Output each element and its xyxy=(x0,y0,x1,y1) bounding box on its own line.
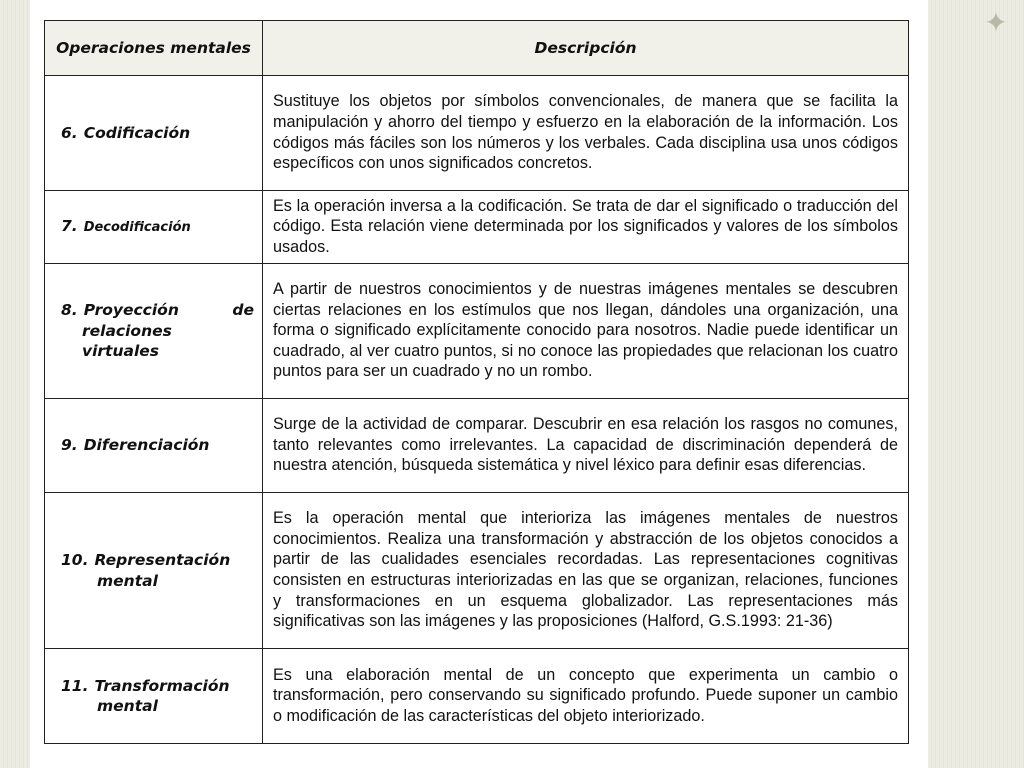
operation-name-cell xyxy=(45,264,263,399)
operation-name: Codificación xyxy=(83,123,191,142)
operation-number: 6. xyxy=(61,123,78,142)
operation-description: Sustituye los objetos por símbolos convencionales, de manera que se facilita la manipulación y ahorro del tiempo y esfuerzo en la elaboración de la información. Los códigos más fáciles son los números y los verbales. Cada disciplina usa unos códigos específicos con unos significados concretos. xyxy=(263,76,909,191)
operation-number: 10. xyxy=(61,551,89,569)
operation-name: Decodificación xyxy=(83,219,191,235)
operation-name-part: mental xyxy=(97,697,158,715)
table-row xyxy=(45,191,909,264)
operation-name-part: virtuales xyxy=(82,342,160,361)
star-icon: ✦ xyxy=(984,6,1008,39)
operation-name-part: relaciones xyxy=(82,321,172,340)
header-operations-label: Operaciones mentales xyxy=(56,38,251,57)
operation-description: Surge de la actividad de comparar. Descubrir en esa relación los rasgos no comunes, tanto relevantes como irrelevantes. La capacidad de discriminación dependerá de nuestra atención, búsqueda sistemática y nivel léxico para definir esas diferencias. xyxy=(263,399,909,493)
operation-number: 11. xyxy=(61,676,89,695)
operation-name-cell xyxy=(45,191,263,264)
table-row xyxy=(45,493,909,649)
operation-name-part: Transformación xyxy=(94,676,230,695)
operation-name-cell xyxy=(45,399,263,493)
header-description xyxy=(263,21,909,76)
operation-description: Es la operación mental que interioriza las imágenes mentales de nuestros conocimientos. Realiza una transformación y abstracción de los objetos conocidos a partir de las cualidades esenciales recordadas. Las representaciones cognitivas consisten en estructuras interiorizadas en las que se organizan, relaciones, funciones y transformaciones en un esquema globalizador. Las representaciones más significativas son las imágenes y las proposiciones (Halford, G.S.1993: 21-36) xyxy=(263,493,909,649)
table-row xyxy=(45,399,909,493)
operation-number: 9. xyxy=(61,436,78,455)
operation-description: A partir de nuestros conocimientos y de nuestras imágenes mentales se descubren ciertas relaciones en los estímulos que nos llegan, dándoles una organización, una forma o significado explícitamente conocido para nosotros. Nadie puede identificar un cuadrado, al ver cuatro puntos, si no conoce las propiedades que relacionan los cuatro puntos para ser un cuadrado y no un rombo. xyxy=(263,264,909,399)
table-row xyxy=(45,649,909,744)
operation-number: 8. xyxy=(61,301,78,320)
operation-name: Diferenciación xyxy=(83,436,210,455)
operation-name-cell xyxy=(45,76,263,191)
header-operations xyxy=(45,21,263,76)
operation-name-part: Representación xyxy=(94,551,231,569)
operation-name-cell xyxy=(45,649,263,744)
table-row xyxy=(45,264,909,399)
table-row xyxy=(45,76,909,191)
header-description-label: Descripción xyxy=(534,38,637,57)
table-header-row xyxy=(45,21,909,76)
operation-name-part: Proyección xyxy=(83,301,179,320)
operation-name-part: de xyxy=(232,301,254,320)
operations-table xyxy=(44,20,909,744)
operation-description: Es una elaboración mental de un concepto que experimenta un cambio o transformación, pero conservando su significado profundo. Puede suponer un cambio o modificación de las características del objeto interiorizado. xyxy=(263,649,909,744)
operation-name-part: mental xyxy=(97,571,158,590)
operation-description: Es la operación inversa a la codificación. Se trata de dar el significado o traducción del código. Esta relación viene determinada por los significados y valores de los símbolos usados. xyxy=(263,191,909,264)
operation-name-cell xyxy=(45,493,263,649)
operation-number: 7. xyxy=(61,216,78,235)
